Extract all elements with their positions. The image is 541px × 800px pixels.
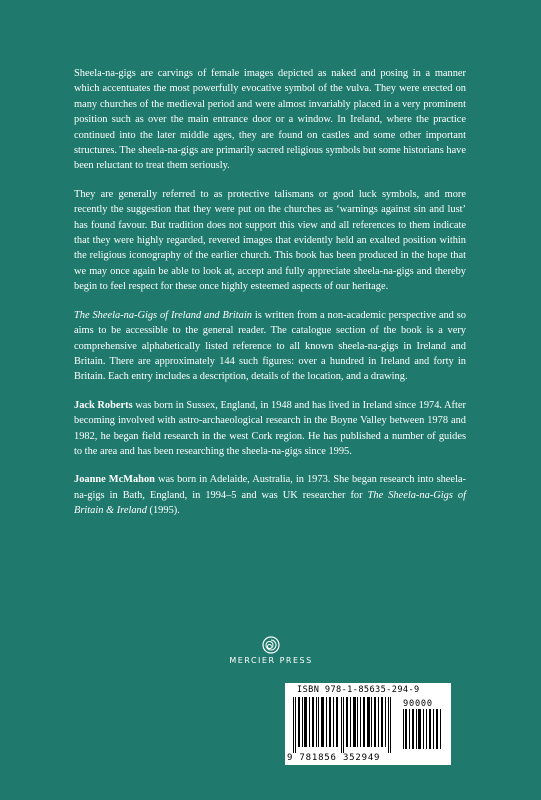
author-name-mcmahon: Joanne McMahon <box>74 474 155 486</box>
author-name-roberts: Jack Roberts <box>74 399 133 411</box>
price-code: 90000 <box>403 699 433 709</box>
isbn-label: ISBN 978-1-85635-294-9 <box>297 685 420 695</box>
ean-digits: 9 781856 352949 <box>287 753 381 763</box>
ean-barcode-bars <box>291 697 397 753</box>
paragraph-author-mcmahon: Joanne McMahon was born in Adelaide, Australia, in 1973. She began research into sheela-na-gigs in Bath, England, in 1994–5 and was UK researcher for The Sheela-na-Gigs of Britain & Ireland (1995). <box>74 474 466 517</box>
paragraph-intro: Sheela-na-gigs are carvings of female images depicted as naked and posing in a manner which accentuates the most powerfully evocative symbol of the vulva. They were erected on many churches of the medieval period and were almost invariably placed in a very prominent position such as over the main entrance door or a window. In Ireland, where the practice continued into the later middle ages, they are found on castles and some other important structures. The sheela-na-gigs are primarily sacred religious symbols but some historians have been reluctant to treat them seriously. <box>74 68 466 172</box>
paragraph-author-roberts: Jack Roberts was born in Sussex, England, in 1948 and has lived in Ireland since 1974. After becoming involved with astro-archaeological research in the Boyne Valley between 1978 and 1982, he began field research in the west Cork region. He has published a number of guides to the area and has been researching the sheela-na-gigs since 1995. <box>74 399 466 457</box>
isbn-barcode <box>285 683 451 765</box>
price-addon-bars <box>402 709 444 749</box>
publisher-name: MERCIER PRESS <box>229 656 313 665</box>
earlier-book-title: The Sheela-na-Gigs of Britain & Ireland <box>74 489 466 517</box>
mercier-spiral-logo-icon <box>262 636 280 654</box>
paragraph-talismans: They are generally referred to as protective talismans or good luck symbols, and more recently the suggestion that they were put on the churches as ‘warnings against sin and lust’ has found favour. But tradition does not support this view and all references to them indicate that they were highly regarded, revered images that evidently held an exalted position within the religious iconography of the earlier church. This book has been produced in the hope that we may once again be able to look at, accept and fully appreciate sheela-na-gigs and thereby begin to feel respect for these once highly esteemed aspects of our heritage. <box>74 188 466 293</box>
blurb-text <box>74 66 466 532</box>
publisher-logo <box>226 636 316 665</box>
book-title-italic: The Sheela-na-Gigs of Ireland and Britain <box>74 309 252 321</box>
paragraph-book-description: The Sheela-na-Gigs of Ireland and Britain is written from a non-academic perspective and so aims to be accessible to the general reader. The catalogue section of the book is a very comprehensive alphabetically listed reference to all known sheela-na-gigs in Ireland and Britain. There are approximately 144 such figures: over a hundred in Ireland and forty in Britain. Each entry includes a description, details of the location, and a drawing. <box>74 309 466 383</box>
